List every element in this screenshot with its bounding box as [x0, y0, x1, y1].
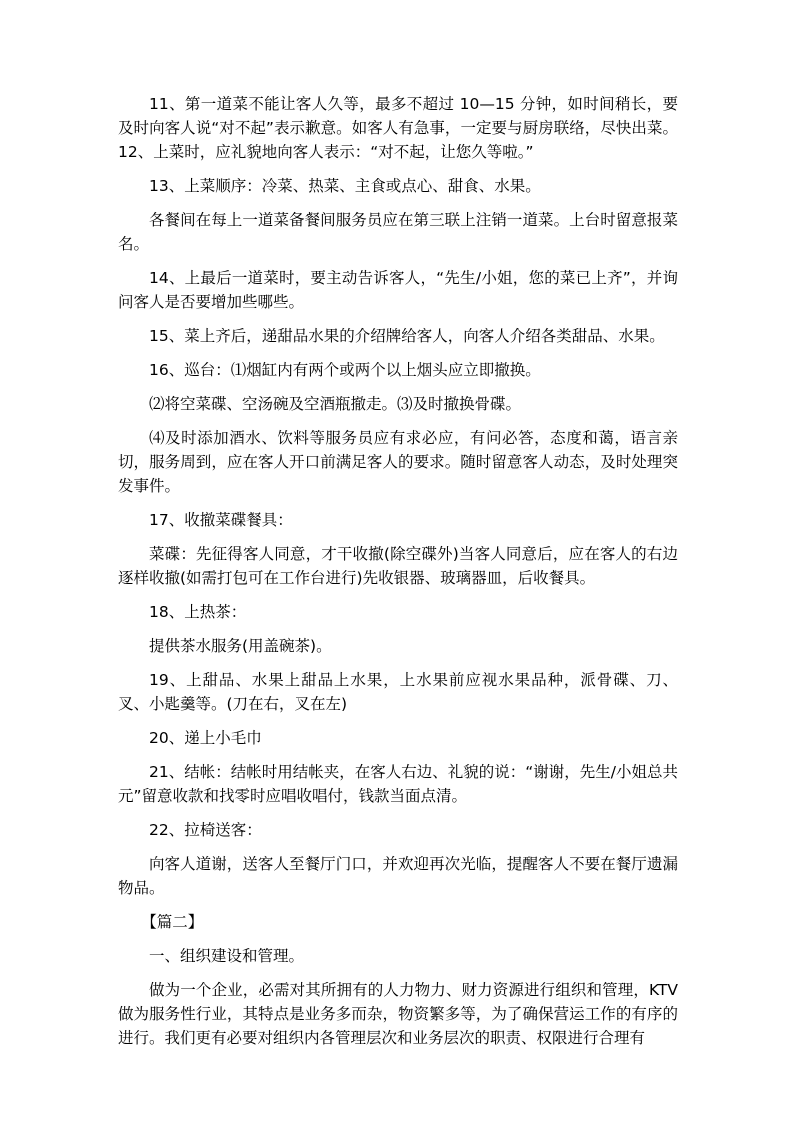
paragraph-item-16: 16、巡台：⑴烟缸内有两个或两个以上烟头应立即撤换。 [149, 361, 541, 379]
paragraph-item-13: 13、上菜顺序：冷菜、热菜、主食或点心、甜食、水果。 [149, 177, 541, 195]
paragraph-item-16-sub-4: ⑷及时添加酒水、饮料等服务员应有求必应，有问必答，态度和蔼，语言亲切，服务周到，应在客人开口前满足客人的要求。随时留意客人动态，及时处理突发事件。 [118, 429, 678, 495]
paragraph-organization-intro: 做为一个企业，必需对其所拥有的人力物力、财力资源进行组织和管理，KTV 做为服务性行业，其特点是业务多而杂，物资繁多等，为了确保营运工作的有序的进行。我们更有必要对组织内各管理层次和业务层次的职责、权限进行合理有 [118, 981, 678, 1047]
paragraph-item-16-sub-2-3: ⑵将空菜碟、空汤碗及空酒瓶撤走。⑶及时撤换骨碟。 [149, 395, 522, 413]
paragraph-item-20: 20、递上小毛巾 [149, 729, 262, 747]
paragraph-item-13-note: 各餐间在每上一道菜备餐间服务员应在第三联上注销一道菜。上台时留意报菜名。 [118, 211, 678, 253]
paragraph-item-14: 14、上最后一道菜时，要主动告诉客人，“先生/小姐，您的菜已上齐”，并询问客人是否要增加些哪些。 [118, 269, 678, 311]
paragraph-item-21: 21、结帐：结帐时用结帐夹，在客人右边、礼貌的说：“谢谢，先生/小姐总共元”留意收款和找零时应唱收唱付，钱款当面点清。 [118, 763, 678, 805]
section-heading-part-two: 【篇二】 [141, 913, 204, 931]
document-body [118, 92, 678, 1060]
paragraph-item-18: 18、上热茶： [149, 603, 247, 621]
paragraph-item-15: 15、菜上齐后，递甜品水果的介绍牌给客人，向客人介绍各类甜品、水果。 [149, 327, 665, 345]
paragraph-item-18-detail: 提供茶水服务(用盖碗茶)。 [149, 637, 332, 655]
paragraph-item-19: 19、上甜品、水果上甜品上水果，上水果前应视水果品种，派骨碟、刀、叉、小匙羹等。(刀在右，叉在左) [118, 671, 678, 713]
paragraph-item-11-12: 11、第一道菜不能让客人久等，最多不超过 10—15 分钟，如时间稍长，要及时向客人说“对不起”表示歉意。如客人有急事，一定要与厨房联络，尽快出菜。12、上菜时，应礼貌地向客人表示：“对不起，让您久等啦。” [118, 95, 678, 161]
paragraph-item-17-detail: 菜碟：先征得客人同意，才干收撤(除空碟外)当客人同意后，应在客人的右边逐样收撤(如需打包可在工作台进行)先收银器、玻璃器皿，后收餐具。 [118, 545, 678, 587]
paragraph-item-22-detail: 向客人道谢，送客人至餐厅门口，并欢迎再次光临，提醒客人不要在餐厅遗漏物品。 [118, 855, 678, 897]
paragraph-item-17: 17、收撤菜碟餐具： [149, 511, 293, 529]
section-subheading-organization: 一、组织建设和管理。 [149, 947, 305, 965]
paragraph-item-22: 22、拉椅送客： [149, 821, 262, 839]
